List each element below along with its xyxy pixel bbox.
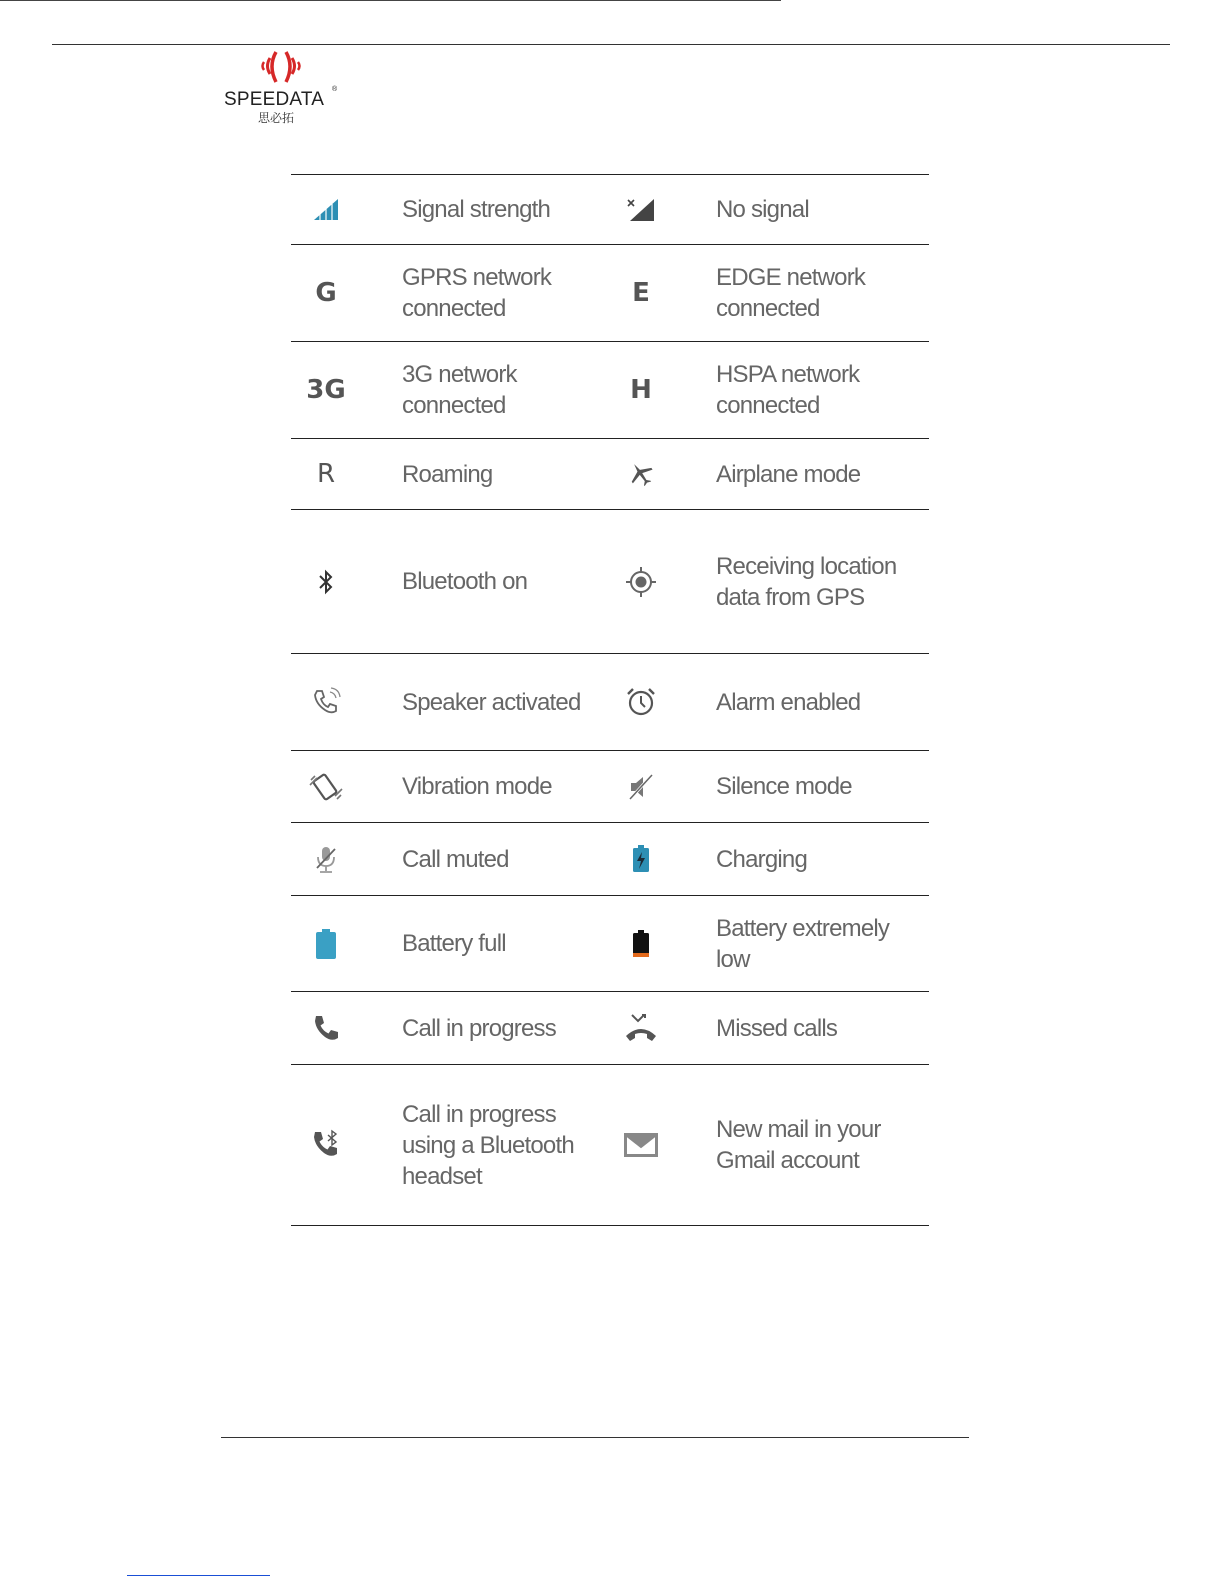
- table-row: [291, 822, 929, 895]
- table-row: [291, 750, 929, 822]
- airplane-icon: [606, 439, 676, 509]
- logo-divider: [0, 0, 781, 1]
- table-row: [291, 1064, 929, 1226]
- silent-icon: [606, 751, 676, 822]
- bluetooth-icon: [291, 510, 361, 653]
- sound-wave-logo-icon: [254, 48, 310, 88]
- label-signal-strength: Signal strength: [402, 196, 551, 223]
- label-no-signal: No signal: [716, 196, 809, 223]
- label-gps: Receiving location data from GPS: [716, 552, 897, 611]
- logo-chinese-name: 思必拓: [258, 111, 295, 125]
- roaming-icon: R: [316, 459, 336, 489]
- battery-low-icon: [606, 896, 676, 991]
- no-signal-icon: [606, 175, 676, 244]
- label-edge: EDGE network connected: [716, 264, 866, 322]
- hspa-icon: H: [630, 375, 652, 405]
- table-row: [291, 895, 929, 991]
- gprs-icon: G: [315, 278, 337, 308]
- label-3g: 3G network connected: [402, 361, 517, 419]
- missed-call-icon: [606, 992, 676, 1064]
- label-hspa: HSPA network connected: [716, 361, 860, 419]
- label-gmail: New mail in your Gmail account: [716, 1116, 881, 1174]
- label-vibration: Vibration mode: [402, 773, 552, 800]
- label-battery-full: Battery full: [402, 930, 506, 957]
- table-row: [291, 653, 929, 750]
- vibrate-icon: [291, 751, 361, 822]
- status-icon-table: [291, 174, 929, 1226]
- footer-rule: [221, 1437, 969, 1438]
- mic-muted-icon: [291, 823, 361, 895]
- speakerphone-icon: [291, 654, 361, 750]
- table-row: [291, 174, 929, 244]
- logo-registered-mark: ®: [332, 86, 338, 93]
- label-battery-low: Battery extremely low: [716, 914, 890, 973]
- gps-icon: [606, 510, 676, 653]
- label-bluetooth: Bluetooth on: [402, 568, 528, 595]
- table-row: [291, 244, 929, 341]
- call-icon: [291, 992, 361, 1064]
- charging-icon: [606, 823, 676, 895]
- table-row: [291, 341, 929, 438]
- label-speaker: Speaker activated: [402, 688, 581, 716]
- label-gprs: GPRS network connected: [402, 264, 552, 322]
- speedata-logo: [224, 46, 344, 126]
- alarm-icon: [606, 654, 676, 750]
- label-call-muted: Call muted: [402, 845, 509, 873]
- logo-name: SPEEDATA: [224, 89, 325, 110]
- label-missed-calls: Missed calls: [716, 1014, 838, 1042]
- 3g-icon: 3G: [306, 375, 346, 405]
- table-row: [291, 991, 929, 1064]
- battery-full-icon: [291, 896, 361, 991]
- table-row: [291, 438, 929, 509]
- edge-icon: E: [632, 278, 650, 308]
- label-alarm: Alarm enabled: [716, 688, 861, 716]
- label-bluetooth-call: Call in progress using a Bluetooth headset: [402, 1100, 574, 1190]
- signal-strength-icon: [291, 175, 361, 244]
- label-call-in-progress: Call in progress: [402, 1014, 556, 1042]
- gmail-icon: [606, 1065, 676, 1225]
- label-roaming: Roaming: [402, 460, 493, 488]
- label-charging: Charging: [716, 845, 807, 873]
- label-silence: Silence mode: [716, 773, 852, 800]
- header-rule: [52, 44, 1170, 45]
- bluetooth-call-icon: [291, 1065, 361, 1225]
- footer-link-underline: [127, 1575, 270, 1576]
- table-row: [291, 509, 929, 653]
- label-airplane: Airplane mode: [716, 460, 861, 488]
